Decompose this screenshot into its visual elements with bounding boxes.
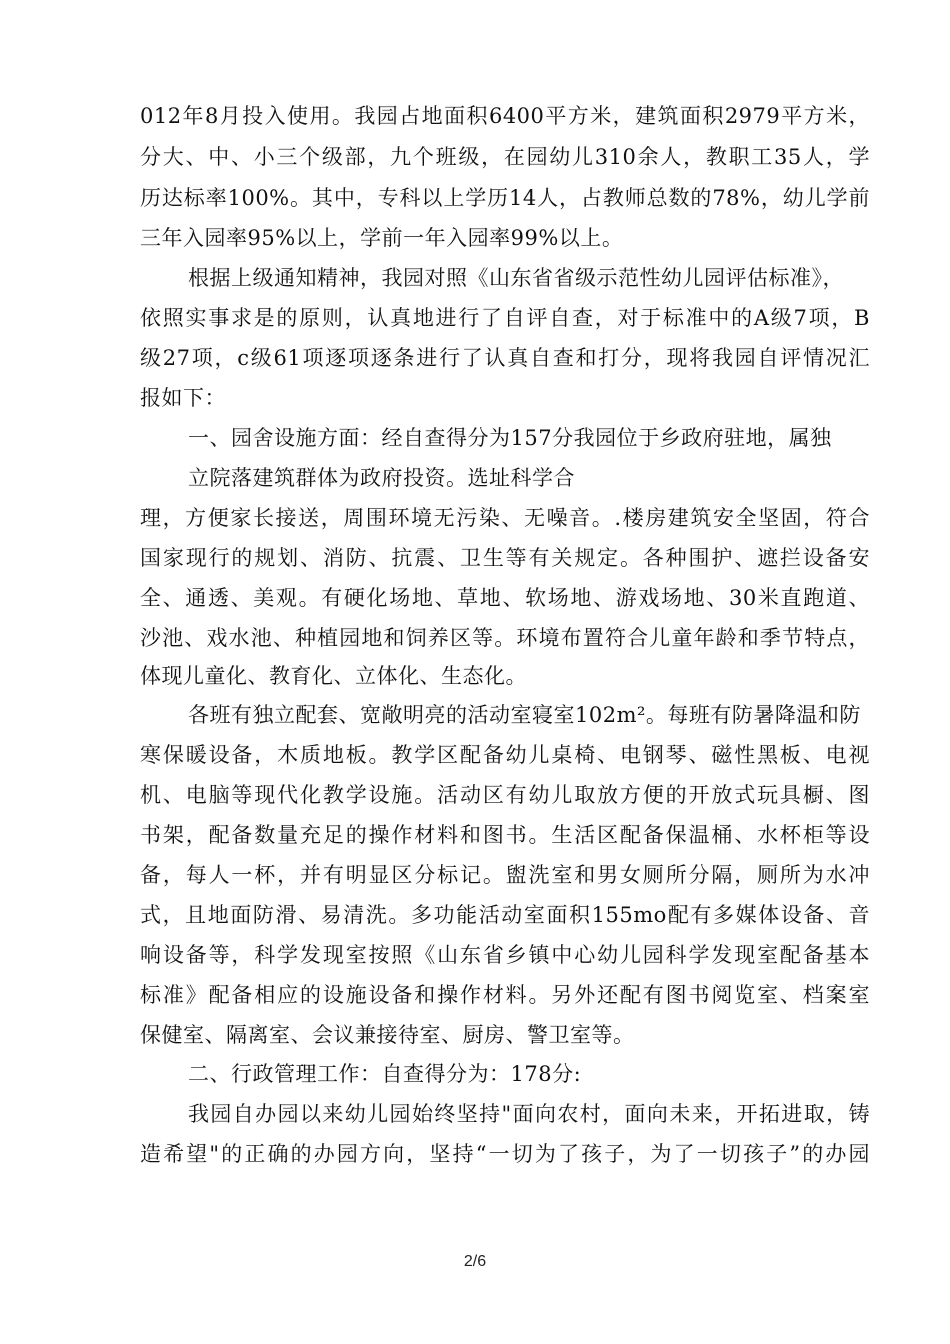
paragraph-start: 根据上级通知精神，我园对照《山东省省级示范性幼儿园评估标准》， xyxy=(188,266,844,290)
text-line: 标准》配备相应的设施设备和操作材料。另外还配有图书阅览室、档案室 xyxy=(140,983,870,1007)
text-line: 分大、中、小三个级部，九个班级，在园幼儿310余人，教职工35人，学 xyxy=(140,145,870,169)
text-line: 备，每人一杯，并有明显区分标记。盥洗室和男女厕所分隔，厕所为水冲 xyxy=(140,863,870,887)
text-line: 报如下： xyxy=(140,386,226,410)
page-number: 2/6 xyxy=(463,1253,487,1270)
text-line: 机、电脑等现代化教学设施。活动区有幼儿取放方便的开放式玩具橱、图 xyxy=(140,783,870,807)
text-line: 响设备等，科学发现室按照《山东省乡镇中心幼儿园科学发现室配备基本 xyxy=(140,943,870,967)
text-line: 保健室、隔离室、会议兼接待室、厨房、警卫室等。 xyxy=(140,1023,635,1047)
text-line: 012年8月投入使用。我园占地面积6400平方米，建筑面积2979平方米， xyxy=(140,104,870,128)
text-line: 寒保暖设备，木质地板。教学区配备幼儿桌椅、电钢琴、磁性黑板、电视 xyxy=(140,743,870,767)
text-line: 级27项，c级61项逐项逐条进行了认真自查和打分，现将我园自评情况汇 xyxy=(140,346,870,370)
text-line: 历达标率100%。其中，专科以上学历14人，占教师总数的78%，幼儿学前 xyxy=(140,186,870,210)
text-line: 国家现行的规划、消防、抗震、卫生等有关规定。各种围护、遮拦设备安 xyxy=(140,546,870,570)
text-line: 立院落建筑群体为政府投资。选址科学合 xyxy=(188,466,575,490)
text-line: 理，方便家长接送，周围环境无污染、无噪音。.楼房建筑安全坚固，符合 xyxy=(140,506,870,530)
text-line: 沙池、戏水池、种植园地和饲养区等。环境布置符合儿童年龄和季节特点， xyxy=(140,626,870,650)
paragraph-start: 我园自办园以来幼儿园始终坚持"面向农村，面向未来，开拓进取，铸 xyxy=(188,1102,870,1126)
text-line: 造希望"的正确的办园方向，坚持“一切为了孩子，为了一切孩子”的办园 xyxy=(140,1142,870,1166)
text-line: 依照实事求是的原则，认真地进行了自评自查，对于标准中的A级7项，B xyxy=(140,306,870,330)
section-heading: 二、行政管理工作：自查得分为：178分: xyxy=(188,1062,582,1086)
text-line: 三年入园率95%以上，学前一年入园率99%以上。 xyxy=(140,226,624,250)
text-line: 书架，配备数量充足的操作材料和图书。生活区配备保温桶、水杯柜等设 xyxy=(140,823,870,847)
text-line: 式，且地面防滑、易清洗。多功能活动室面积155mo配有多媒体设备、音 xyxy=(140,903,870,927)
paragraph-start: 各班有独立配套、宽敞明亮的活动室寝室102m²。每班有防暑降温和防 xyxy=(188,703,861,727)
section-heading: 一、园舍设施方面：经自查得分为157分我园位于乡政府驻地，属独 xyxy=(188,426,832,450)
text-line: 体现儿童化、教育化、立体化、生态化。 xyxy=(140,664,527,688)
text-line: 全、通透、美观。有硬化场地、草地、软场地、游戏场地、30米直跑道、 xyxy=(140,586,870,610)
